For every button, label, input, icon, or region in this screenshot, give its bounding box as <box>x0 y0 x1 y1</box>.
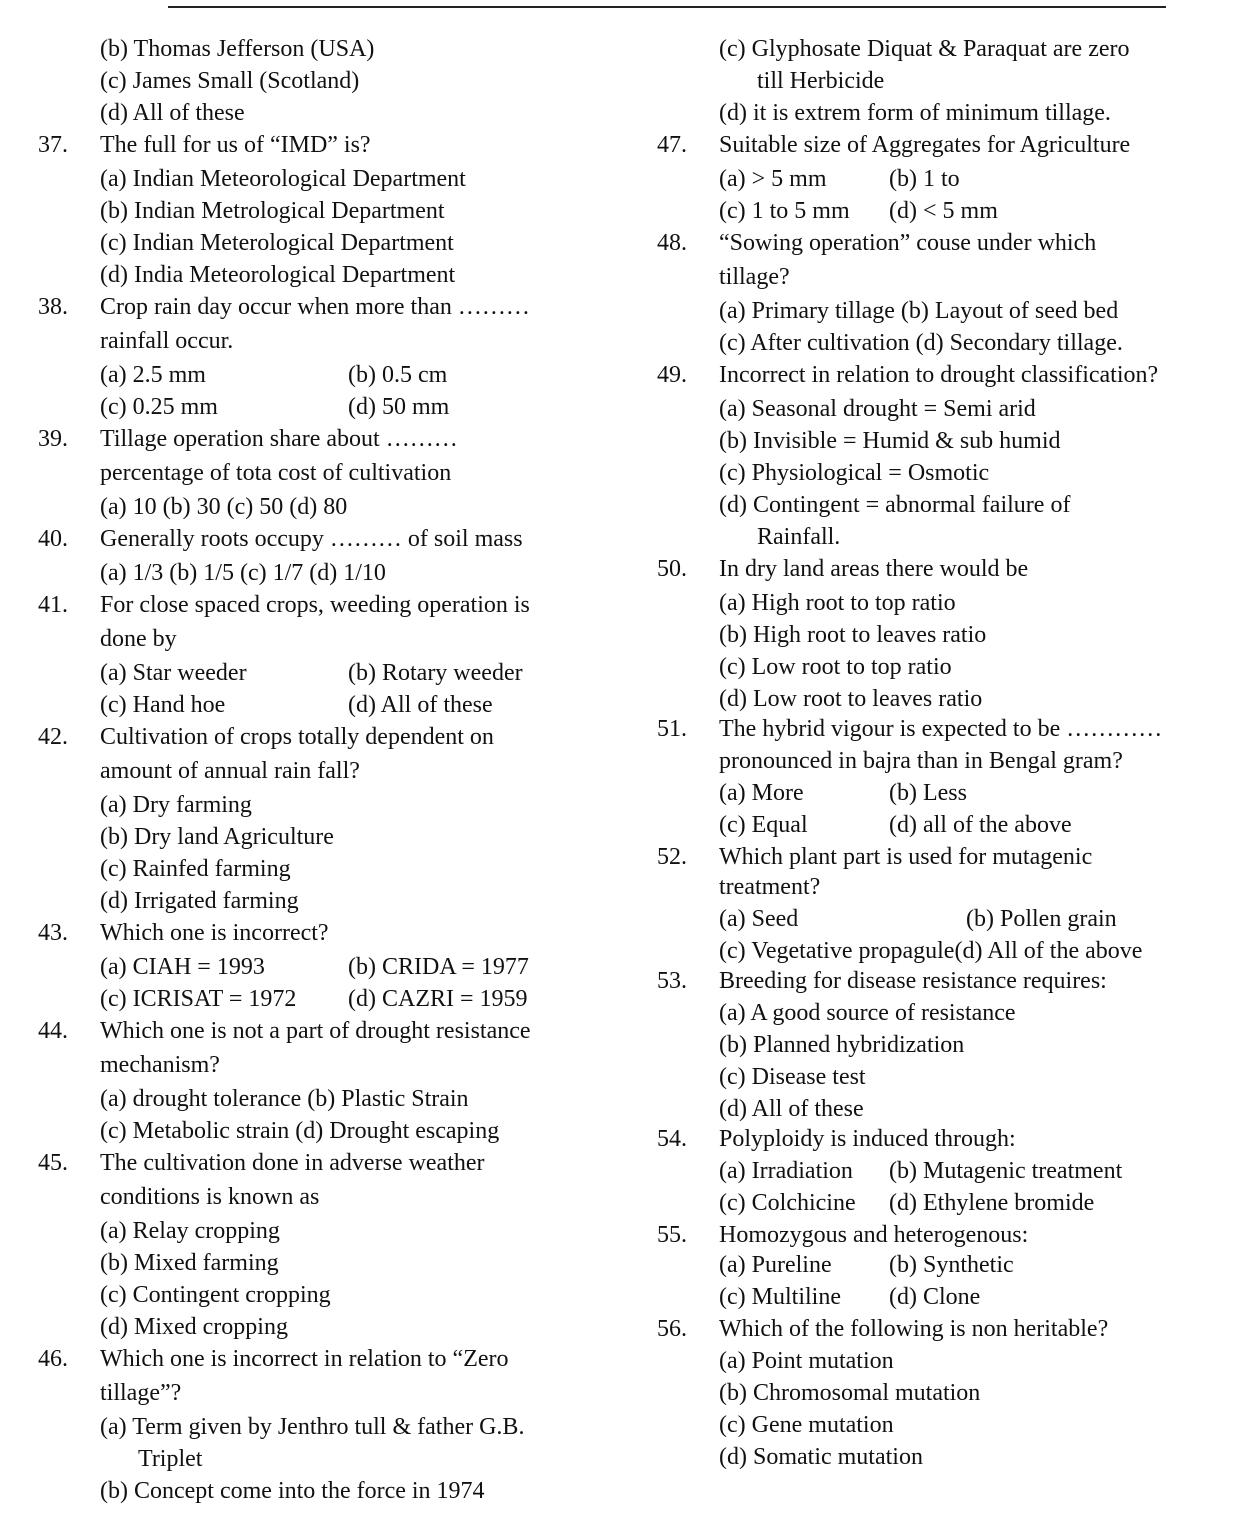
question-number: 46. <box>38 1346 68 1372</box>
option-right: (d) all of the above <box>889 812 1072 838</box>
question-number: 54. <box>657 1126 687 1152</box>
question-line: (d) Irrigated farming <box>100 888 299 914</box>
option-right: (b) Synthetic <box>889 1252 1014 1278</box>
question-line: (c) Physiological = Osmotic <box>719 460 990 486</box>
option-right: (d) CAZRI = 1959 <box>348 986 528 1012</box>
question-line: (a) 2.5 mm <box>100 362 206 388</box>
option-right: (d) < 5 mm <box>889 198 998 224</box>
question-line: (c) Colchicine <box>719 1190 856 1216</box>
question-line: (a) Point mutation <box>719 1348 894 1374</box>
question-line: (d) Low root to leaves ratio <box>719 686 983 712</box>
question-line: (c) Glyphosate Diquat & Paraquat are zero <box>719 36 1130 62</box>
question-text: Suitable size of Aggregates for Agriculture <box>719 132 1131 158</box>
question-number: 43. <box>38 920 68 946</box>
question-line: (c) Hand hoe <box>100 692 226 718</box>
question-line: conditions is known as <box>100 1184 320 1210</box>
question-line: (b) Mixed farming <box>100 1250 279 1276</box>
option-right: (d) 50 mm <box>348 394 450 420</box>
question-line: pronounced in bajra than in Bengal gram? <box>719 748 1123 774</box>
question-line: (b) High root to leaves ratio <box>719 622 987 648</box>
question-text: Generally roots occupy ……… of soil mass <box>100 526 523 552</box>
question-line: (a) A good source of resistance <box>719 1000 1016 1026</box>
question-line: (c) 1 to 5 mm <box>719 198 850 224</box>
question-line: (a) More <box>719 780 804 806</box>
question-line: (d) Somatic mutation <box>719 1444 923 1470</box>
question-text: The cultivation done in adverse weather <box>100 1150 485 1176</box>
question-number: 56. <box>657 1316 687 1342</box>
question-line: (c) Multiline <box>719 1284 841 1310</box>
question-line: (c) Rainfed farming <box>100 856 291 882</box>
question-number: 52. <box>657 844 687 870</box>
question-line: (c) 0.25 mm <box>100 394 218 420</box>
option-right: (d) Ethylene bromide <box>889 1190 1095 1216</box>
question-line: (d) it is extrem form of minimum tillage. <box>719 100 1111 126</box>
question-line: (d) All of these <box>719 1096 864 1122</box>
question-line: (c) Gene mutation <box>719 1412 894 1438</box>
option-right: (d) Clone <box>889 1284 981 1310</box>
question-text: Which plant part is used for mutagenic <box>719 844 1093 870</box>
option-right: (b) Mutagenic treatment <box>889 1158 1123 1184</box>
option-right: (d) All of these <box>348 692 493 718</box>
question-text: Which one is incorrect? <box>100 920 329 946</box>
question-number: 45. <box>38 1150 68 1176</box>
question-text: The hybrid vigour is expected to be ………… <box>719 716 1163 742</box>
question-line: rainfall occur. <box>100 328 234 354</box>
option-right: (b) CRIDA = 1977 <box>348 954 529 980</box>
question-line: (d) India Meteorological Department <box>100 262 456 288</box>
question-number: 48. <box>657 230 687 256</box>
question-line: mechanism? <box>100 1052 220 1078</box>
question-line: (a) Star weeder <box>100 660 247 686</box>
question-text: Polyploidy is induced through: <box>719 1126 1016 1152</box>
question-line: amount of annual rain fall? <box>100 758 360 784</box>
question-line: (b) Chromosomal mutation <box>719 1380 981 1406</box>
question-line: (a) 1/3 (b) 1/5 (c) 1/7 (d) 1/10 <box>100 560 386 586</box>
question-line: Rainfall. <box>757 524 841 550</box>
question-line: (a) Pureline <box>719 1252 832 1278</box>
top-rule <box>168 6 1166 8</box>
question-text: “Sowing operation” couse under which <box>719 230 1097 256</box>
option-right: (b) 1 to <box>889 166 960 192</box>
question-number: 44. <box>38 1018 68 1044</box>
question-text: The full for us of “IMD” is? <box>100 132 371 158</box>
question-text: In dry land areas there would be <box>719 556 1029 582</box>
question-line: (d) Mixed cropping <box>100 1314 288 1340</box>
question-number: 55. <box>657 1222 687 1248</box>
question-line: (b) Indian Metrological Department <box>100 198 445 224</box>
question-line: (a) Irradiation <box>719 1158 853 1184</box>
question-line: (a) Dry farming <box>100 792 252 818</box>
question-line: tillage”? <box>100 1380 182 1406</box>
question-text: Tillage operation share about ……… <box>100 426 458 452</box>
question-line: (a) Seed <box>719 906 799 932</box>
question-line: (a) CIAH = 1993 <box>100 954 265 980</box>
question-line: (a) Relay cropping <box>100 1218 280 1244</box>
question-line: (a) Primary tillage (b) Layout of seed bed <box>719 298 1119 324</box>
question-line: (a) Indian Meteorological Department <box>100 166 466 192</box>
question-number: 47. <box>657 132 687 158</box>
question-line: (b) Dry land Agriculture <box>100 824 334 850</box>
question-line: (a) drought tolerance (b) Plastic Strain <box>100 1086 469 1112</box>
question-line: (d) All of these <box>100 100 245 126</box>
question-number: 40. <box>38 526 68 552</box>
question-line: (d) Contingent = abnormal failure of <box>719 492 1071 518</box>
question-line: done by <box>100 626 177 652</box>
question-number: 53. <box>657 968 687 994</box>
question-number: 39. <box>38 426 68 452</box>
question-text: Which of the following is non heritable? <box>719 1316 1109 1342</box>
option-right: (b) Less <box>889 780 967 806</box>
question-line: till Herbicide <box>757 68 885 94</box>
question-line: treatment? <box>719 874 821 900</box>
question-line: (c) Disease test <box>719 1064 866 1090</box>
question-line: (a) > 5 mm <box>719 166 827 192</box>
question-line: (b) Invisible = Humid & sub humid <box>719 428 1061 454</box>
question-text: Crop rain day occur when more than ……… <box>100 294 530 320</box>
question-number: 51. <box>657 716 687 742</box>
question-line: (c) Vegetative propagule(d) All of the above <box>719 938 1143 964</box>
question-text: Which one is incorrect in relation to “Zero <box>100 1346 509 1372</box>
question-line: (c) Indian Meterological Department <box>100 230 454 256</box>
question-line: (b) Planned hybridization <box>719 1032 965 1058</box>
question-line: (a) 10 (b) 30 (c) 50 (d) 80 <box>100 494 348 520</box>
question-line: (c) Equal <box>719 812 808 838</box>
question-text: Cultivation of crops totally dependent on <box>100 724 494 750</box>
question-line: (a) Seasonal drought = Semi arid <box>719 396 1036 422</box>
question-number: 50. <box>657 556 687 582</box>
question-text: Which one is not a part of drought resistance <box>100 1018 531 1044</box>
question-number: 42. <box>38 724 68 750</box>
question-line: (b) Concept come into the force in 1974 <box>100 1478 485 1504</box>
question-number: 41. <box>38 592 68 618</box>
question-text: For close spaced crops, weeding operation is <box>100 592 530 618</box>
question-line: (a) High root to top ratio <box>719 590 956 616</box>
question-line: (b) Thomas Jefferson (USA) <box>100 36 375 62</box>
question-line: (c) ICRISAT = 1972 <box>100 986 297 1012</box>
question-line: tillage? <box>719 264 790 290</box>
question-line: percentage of tota cost of cultivation <box>100 460 452 486</box>
question-number: 49. <box>657 362 687 388</box>
question-line: (a) Term given by Jenthro tull & father G.B. <box>100 1414 525 1440</box>
option-right: (b) Rotary weeder <box>348 660 523 686</box>
question-line: Triplet <box>138 1446 203 1472</box>
question-line: (c) Low root to top ratio <box>719 654 952 680</box>
question-line: (c) Metabolic strain (d) Drought escaping <box>100 1118 500 1144</box>
question-number: 38. <box>38 294 68 320</box>
question-number: 37. <box>38 132 68 158</box>
question-line: (c) James Small (Scotland) <box>100 68 360 94</box>
question-line: (c) Contingent cropping <box>100 1282 331 1308</box>
option-right: (b) 0.5 cm <box>348 362 448 388</box>
question-text: Breeding for disease resistance requires: <box>719 968 1107 994</box>
question-line: (c) After cultivation (d) Secondary tillage. <box>719 330 1123 356</box>
question-text: Incorrect in relation to drought classification? <box>719 362 1159 388</box>
option-right: (b) Pollen grain <box>966 906 1117 932</box>
question-text: Homozygous and heterogenous: <box>719 1222 1029 1248</box>
